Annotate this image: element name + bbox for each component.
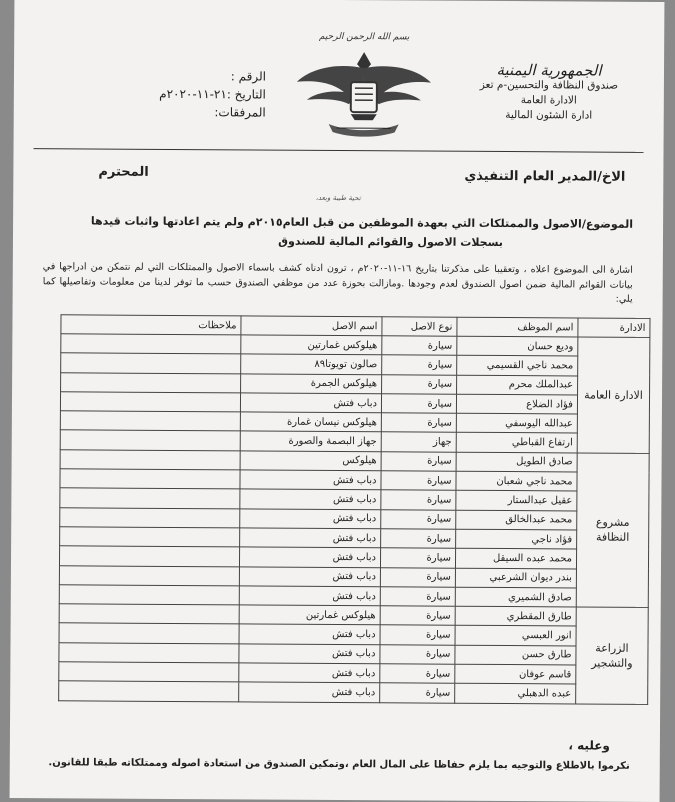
org-line: صندوق النظافة والتحسين-م تعز: [464, 78, 634, 94]
org-header: [464, 63, 634, 124]
notes-cell: [61, 334, 241, 354]
asset-name-cell: دباب فتش: [240, 528, 381, 548]
employee-name-cell: بندر ديوان الشرعبي: [455, 568, 576, 588]
employee-name-cell: صادق الطويل: [456, 452, 577, 472]
addressee: الاخ/المدير العام التنفيذي: [464, 169, 625, 185]
employee-name-cell: قاسم عوفان: [455, 664, 576, 684]
notes-cell: [59, 546, 239, 566]
republic-title: الجمهورية اليمنية: [464, 63, 634, 79]
asset-name-cell: دباب فتش: [239, 586, 380, 606]
notes-cell: [60, 411, 240, 431]
asset-type-cell: سيارة: [381, 529, 456, 549]
closing-heading: وعليه ،: [568, 738, 610, 752]
department-cell: الزراعة والتشجير: [576, 607, 649, 704]
table-body: [59, 334, 650, 704]
employee-name-cell: فؤاد ناجي: [456, 529, 577, 549]
asset-name-cell: هيلوكس الجمرة: [241, 374, 382, 394]
notes-cell: [59, 681, 239, 701]
subject: [43, 211, 633, 253]
asset-name-cell: دباب فتش: [239, 547, 380, 567]
asset-type-cell: سيارة: [381, 490, 456, 510]
asset-type-cell: سيارة: [381, 413, 456, 433]
column-header: اسم الموظف: [457, 317, 578, 337]
asset-name-cell: هيلوكس نيسان غمارة: [240, 412, 381, 432]
notes-cell: [60, 527, 240, 547]
attachments: المرفقات:: [86, 102, 266, 121]
notes-cell: [60, 507, 240, 527]
closing-text: نكرموا بالاطلاع والتوجيه بما يلزم حفاظا على المال العام ،وتمكين الصندوق من استعادة اصوله وممتلكاته طبقا للقانون.: [40, 755, 630, 775]
eagle-emblem-icon: [289, 42, 440, 143]
asset-type-cell: سيارة: [382, 355, 457, 375]
notes-cell: [59, 662, 239, 682]
asset-name-cell: دباب فتش: [239, 566, 380, 586]
document-page: [10, 0, 665, 802]
employee-name-cell: عبده الدهبلي: [455, 684, 576, 704]
asset-type-cell: سيارة: [381, 509, 456, 529]
asset-name-cell: دباب فتش: [239, 682, 380, 702]
employee-name-cell: صادق الشميري: [455, 587, 576, 607]
asset-name-cell: هيلوكس: [240, 451, 381, 471]
asset-type-cell: سيارة: [381, 394, 456, 414]
asset-type-cell: جهاز: [381, 432, 456, 452]
asset-type-cell: سيارة: [380, 625, 455, 645]
ref-number: الرقم :: [86, 66, 266, 85]
notes-cell: [59, 585, 239, 605]
subject-line: الموضوع/الاصول والممتلكات التي بعهدة الموظفين من قبل العام٢٠١٥م ولم يتم اعادتها واثبات قيدها: [91, 214, 633, 230]
column-header: نوع الاصل: [382, 317, 457, 336]
asset-name-cell: هيلوكس غمارتين: [241, 335, 382, 355]
employee-name-cell: عبدالملك محرم: [457, 375, 578, 395]
asset-name-cell: دباب فتش: [240, 470, 381, 490]
asset-name-cell: دباب فتش: [239, 644, 380, 664]
employee-name-cell: ارتفاع القباطي: [456, 433, 577, 453]
state-emblem: [289, 32, 440, 148]
employee-name-cell: انور العبسي: [455, 626, 576, 646]
asset-type-cell: سيارة: [382, 374, 457, 394]
basmala: بسم الله الرحمن الرحيم: [289, 32, 439, 43]
notes-cell: [59, 565, 239, 585]
column-header: ملاحظات: [61, 315, 241, 335]
notes-cell: [61, 372, 241, 392]
employee-name-cell: طارق حسن: [455, 645, 576, 665]
asset-name-cell: صالون تويوتا٨٩: [241, 354, 382, 374]
asset-name-cell: دباب فتش: [239, 624, 380, 644]
notes-cell: [59, 643, 239, 663]
respected-label: المحترم: [98, 165, 148, 180]
org-line: ادارة الشئون المالية: [464, 108, 634, 124]
subject-line: بسجلات الاصول والقوائم المالية للصندوق: [43, 230, 633, 253]
asset-type-cell: سيارة: [382, 336, 457, 356]
asset-type-cell: سيارة: [380, 664, 455, 684]
column-header: اسم الاصل: [241, 316, 382, 336]
notes-cell: [60, 488, 240, 508]
asset-type-cell: سيارة: [380, 548, 455, 568]
asset-type-cell: سيارة: [380, 683, 455, 703]
table-row: [59, 681, 648, 704]
employee-name-cell: محمد عبدالخالق: [456, 510, 577, 530]
notes-cell: [60, 469, 240, 489]
asset-name-cell: جهاز البصمة والصورة: [240, 431, 381, 451]
asset-type-cell: سيارة: [380, 645, 455, 665]
notes-cell: [60, 392, 240, 412]
employee-name-cell: محمد ناجي القسيمي: [457, 356, 578, 376]
column-header: الادارة: [578, 318, 650, 337]
reference-block: [86, 66, 266, 121]
header-divider: [34, 148, 644, 153]
employee-name-cell: عبدالله اليوسفي: [456, 413, 577, 433]
employee-name-cell: وديع حسان: [457, 336, 578, 356]
asset-type-cell: سيارة: [381, 452, 456, 472]
asset-type-cell: سيارة: [380, 606, 455, 626]
employee-name-cell: طارق المقطري: [455, 606, 576, 626]
asset-type-cell: سيارة: [380, 567, 455, 587]
notes-cell: [59, 604, 239, 624]
asset-name-cell: دباب فتش: [240, 489, 381, 509]
notes-cell: [59, 623, 239, 643]
employee-name-cell: محمد عبده السيقل: [455, 548, 576, 568]
asset-name-cell: دباب فتش: [240, 393, 381, 413]
body-paragraph: اشارة الى الموضوع اعلاه ، وتعقيبا على مذكرتنا بتاريخ ١٦-١١-٢٠٢٠م ، ترون ادناه كشف باسماء الاصول والممتلكات التي لم نتمكن من ادراجها في بيانات القوائم المالية ضمن اصول الصندوق لعدم وجودها .ومازالت بحوزة عدد من موظفي الصندوق حسب ما توفر لدينا من معلومات وتفاصيلها كما يلي:: [43, 260, 633, 307]
employee-name-cell: فؤاد الضلاع: [456, 394, 577, 414]
document-date: التاريخ :٢١-١١-٢٠٢٠م: [86, 84, 266, 103]
asset-name-cell: دباب فتش: [240, 509, 381, 529]
asset-name-cell: دباب فتش: [239, 663, 380, 683]
assets-table: [58, 314, 650, 704]
greeting: تحية طيبة وبعد،: [13, 192, 663, 204]
asset-type-cell: سيارة: [380, 587, 455, 607]
department-cell: الادارة العامة: [577, 337, 650, 453]
asset-name-cell: هيلوكس غمارتين: [239, 605, 380, 625]
department-cell: مشروع النظافة: [576, 453, 649, 608]
notes-cell: [61, 353, 241, 373]
notes-cell: [60, 450, 240, 470]
employee-name-cell: عقيل عبدالستار: [456, 491, 577, 511]
employee-name-cell: محمد ناجي شعبان: [456, 471, 577, 491]
notes-cell: [60, 430, 240, 450]
org-line: الادارة العامة: [464, 93, 634, 109]
asset-type-cell: سيارة: [381, 471, 456, 491]
